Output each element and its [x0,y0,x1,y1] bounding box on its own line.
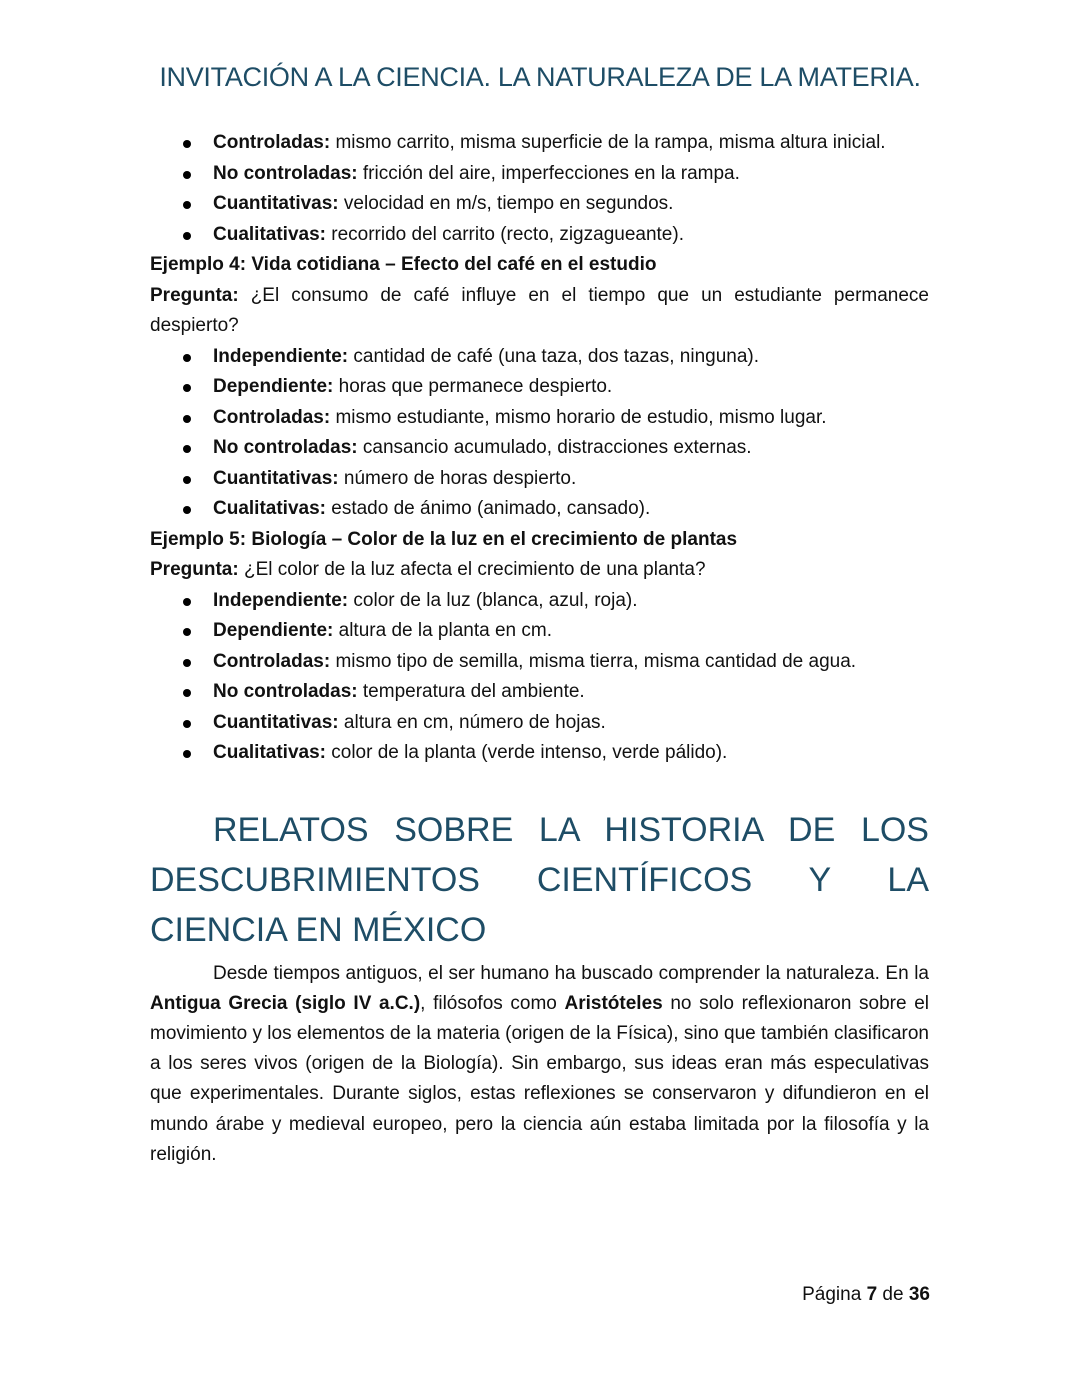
list-item [150,372,929,403]
section-heading-text: RELATOS SOBRE LA HISTORIA DE LOS DESCUBRIMIENTOS CIENTÍFICOS Y LA CIENCIA EN MÉXICO [150,810,929,949]
page-number [802,1284,930,1306]
bullet-icon [183,506,191,514]
item-text: temperatura del ambiente. [357,681,585,702]
section-heading [150,805,929,955]
item-label: No controladas: [213,437,358,458]
bullet-icon [183,384,191,392]
bullet-icon [183,354,191,362]
bullet-icon [183,720,191,728]
page-of: de [877,1284,909,1305]
bullet-icon [183,659,191,667]
bullet-icon [183,689,191,697]
question-label: Pregunta: [150,284,239,306]
item-text: color de la planta (verde intenso, verde pálido). [325,742,728,763]
list-item [150,342,929,373]
bullet-icon [183,750,191,758]
item-text: cansancio acumulado, distracciones externas. [357,437,752,458]
paragraph-text: , filósofos como [420,992,565,1014]
bullet-icon [183,628,191,636]
item-label: Controladas: [213,650,331,672]
example-4-list [150,342,929,525]
body-paragraph [150,959,929,1170]
list-item [150,647,929,678]
list-item [150,220,929,251]
example-5-title: Ejemplo 5: Biología – Color de la luz en el crecimiento de plantas [150,528,738,550]
bullet-icon [183,445,191,453]
item-text: color de la luz (blanca, azul, roja). [348,589,638,611]
item-text: recorrido del carrito (recto, zigzagueante). [325,223,684,245]
list-item [150,464,929,495]
bullet-icon [183,232,191,240]
paragraph-text: no solo reflexionaron sobre el movimiento y los elementos de la materia (origen de la Física), sino que también clasificaron a los seres vivos (origen de la Biología). Sin embargo, sus ideas eran más especulativas que experimentales. Durante siglos, estas reflexiones se conservaron y difundieron en el mundo árabe y medieval europeo, pero la ciencia aún estaba limitada por la filosofía y la religión. [150,992,929,1165]
paragraph-bold-text: Aristóteles [564,992,663,1014]
list-item [150,128,929,159]
item-label: Controladas: [213,132,331,153]
item-text: altura en cm, número de hojas. [338,711,606,733]
item-label: Cualitativas: [213,223,326,245]
list-item [150,494,929,525]
list-item [150,738,929,769]
list-item [150,159,929,190]
item-text: número de horas despierto. [338,467,577,489]
item-text: horas que permanece despierto. [333,376,613,397]
bullet-icon [183,201,191,209]
item-text: cantidad de café (una taza, dos tazas, ninguna). [348,345,760,367]
item-label: Independiente: [213,345,349,367]
bullet-icon [183,171,191,179]
item-label: Cualitativas: [213,742,326,763]
item-label: Dependiente: [213,620,334,641]
page-header-title: INVITACIÓN A LA CIENCIA. LA NATURALEZA DE LA MATERIA. [159,62,921,92]
list-item [150,403,929,434]
item-text: fricción del aire, imperfecciones en la rampa. [357,162,740,184]
item-text: mismo estudiante, mismo horario de estudio, mismo lugar. [330,406,827,428]
question-text: ¿El color de la luz afecta el crecimiento de una planta? [238,559,706,580]
paragraph-bold-text: Antigua Grecia (siglo IV a.C.) [150,992,421,1014]
main-content [150,128,929,1170]
example-4-question [150,281,929,342]
item-text: velocidad en m/s, tiempo en segundos. [338,193,674,214]
item-label: No controladas: [213,162,358,184]
item-label: Cuantitativas: [213,711,339,733]
list-item [150,433,929,464]
item-label: Dependiente: [213,376,334,397]
bullet-icon [183,598,191,606]
item-text: mismo tipo de semilla, misma tierra, misma cantidad de agua. [330,650,857,672]
item-text: mismo carrito, misma superficie de la rampa, misma altura inicial. [330,132,886,153]
list-item [150,586,929,617]
question-text: ¿El consumo de café influye en el tiempo que un estudiante permanece despierto? [150,284,929,336]
page-current: 7 [866,1284,878,1305]
bullet-icon [183,140,191,148]
bullet-icon [183,415,191,423]
page-prefix: Página [802,1284,867,1305]
example-5-list [150,586,929,769]
list-item [150,189,929,220]
item-label: Cualitativas: [213,498,326,519]
item-label: Cuantitativas: [213,193,339,214]
item-text: altura de la planta en cm. [333,620,552,641]
item-text: estado de ánimo (animado, cansado). [325,498,651,519]
item-label: Controladas: [213,406,331,428]
list-item [150,616,929,647]
paragraph-text: Desde tiempos antiguos, el ser humano ha buscado comprender la naturaleza. En la [213,962,929,984]
top-bullet-list [150,128,929,250]
item-label: No controladas: [213,681,358,702]
example-4-title: Ejemplo 4: Vida cotidiana – Efecto del café en el estudio [150,254,657,275]
list-item [150,677,929,708]
page-total: 36 [908,1284,930,1305]
item-label: Cuantitativas: [213,467,339,489]
question-label: Pregunta: [150,559,239,580]
list-item [150,708,929,739]
example-5-question [150,555,929,586]
item-label: Independiente: [213,589,349,611]
bullet-icon [183,476,191,484]
